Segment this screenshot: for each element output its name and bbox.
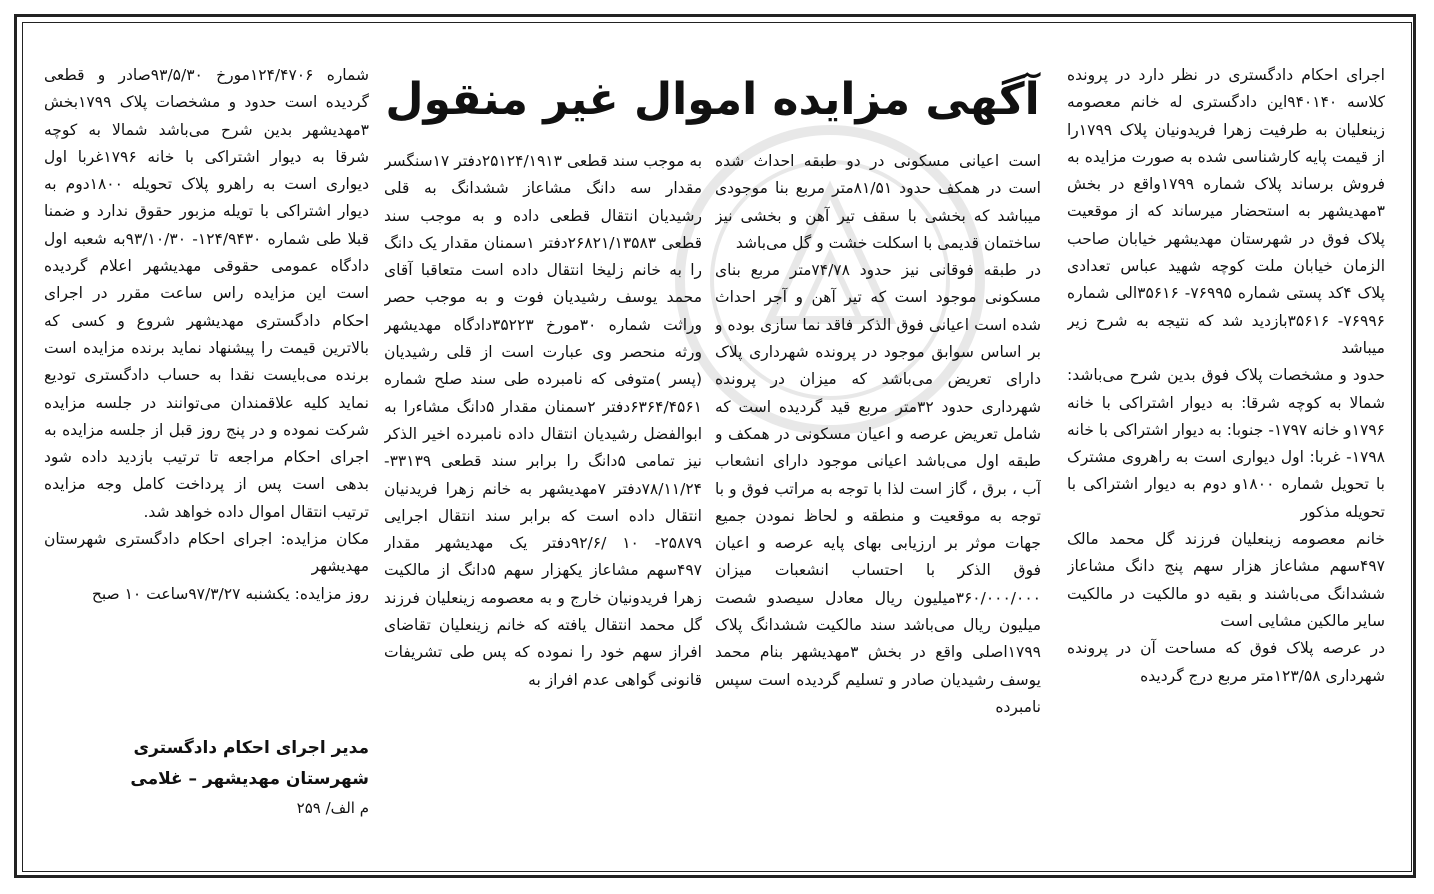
signature-title: مدیر اجرای احکام دادگستری <box>133 738 369 758</box>
paragraph: است اعیانی مسکونی در دو طبقه احداث شده است در همکف حدود ۸۱/۵۱متر مربع بنا موجودی میباشد که بخشی با سقف تیر آهن و بخشی نیز ساختمان قدیمی با اسکلت خشت و گل می‌باشد <box>715 152 1041 252</box>
paragraph: اجرای احکام دادگستری در نظر دارد در پرونده کلاسه ۹۴۰۱۴۰این دادگستری له خانم معصومه زینعلیان به طرفیت زهرا فریدونیان پلاک ۱۷۹۹را از قیمت پایه کارشناسی شده به صورت مزایده به فروش برساند پلاک شماره ۱۷۹۹واقع در بخش ۳مهدیشهر به استحضار میرساند که از موقعیت پلاک فوق در شهرستان مهدیشهر خیابان صاحب الزمان خیابان ملت کوچه شهید عباس تعدادی پلاک ۴کد پستی شماره ۷۶۹۹۵- ۳۵۶۱۶الی شماره ۷۶۹۹۶- ۳۵۶۱۶بازدید شد که نتیجه به شرح زیر میباشد <box>1067 66 1385 357</box>
auction-date: روز مزایده: یکشنبه ۹۷/۳/۲۷ساعت ۱۰ صبح <box>91 584 369 603</box>
notice-title: آگهی مزایده اموال غیر منقول <box>385 74 1040 125</box>
text-column-4 <box>44 62 369 752</box>
paragraph: به موجب سند قطعی ۲۵۱۲۴/۱۹۱۳دفتر ۱۷سنگسر مقدار سه دانگ مشاعاز ششدانگ به قلی رشیدیان انتقال قطعی داده و به موجب سند قطعی ۲۶۸۲۱/۱۳۵۸۳دفتر ۱سمنان مقدار یک دانگ را به خانم زلیخا انتقال داده است متعاقبا آقای محمد یوسف رشیدیان فوت و به موجب حصر وراثت شماره ۳۰مورخ ۳۵۲۲۳دادگاه مهدیشهر ورثه منحصر وی عبارت است از قلی رشیدیان (پسر )متوفی که نامبرده طی سند صلح شماره ۶۳۶۴/۴۵۶۱دفتر ۲سمنان مقدار ۵دانگ مشاءرا به ابوالفضل رشیدیان انتقال داده نامبرده اخیر الذکر نیز تمامی ۵دانگ را برابر سند قطعی ۳۳۱۳۹- ۷۸/۱۱/۲۴دفتر ۷مهدیشهر به خانم زهرا فریدنیان انتقال داده است که برابر سند انتقال اجرایی ۲۵۸۷۹- ۱۰ /۹۲/۶دفتر یک مهدیشهر مقدار ۴۹۷سهم مشاعاز یکهزار سهم ۵دانگ از مالکیت زهرا فریدونیان خارج و به معصومه زینعلیان فرزند گل محمد انتقال یافته که خانم زینعلیان تقاضای افراز سهم خود را نموده که پس طی تشریفات قانونی گواهی عدم افراز به <box>384 152 702 689</box>
text-column-1 <box>1067 62 1385 852</box>
paragraph: در عرصه پلاک فوق که مساحت آن در پرونده شهرداری ۱۲۳/۵۸متر مربع درج گردیده <box>1067 639 1385 685</box>
auction-location: مکان مزایده: اجرای احکام دادگستری شهرستان مهدیشهر <box>44 530 369 576</box>
reference-number: م الف/ ۲۵۹ <box>296 799 369 817</box>
text-column-2 <box>715 148 1041 868</box>
paragraph: خانم معصومه زینعلیان فرزند گل محمد مالک ۴۹۷سهم مشاعاز هزار سهم پنج دانگ مشاعاز ششدانگ می‌باشند و بقیه دو مالکیت در مالکیت سایر مالکین مشایی است <box>1067 530 1385 630</box>
text-column-3 <box>384 148 702 868</box>
paragraph: شماره ۱۲۴/۴۷۰۶مورخ ۹۳/۵/۳۰صادر و قطعی گردیده است حدود و مشخصات پلاک ۱۷۹۹بخش ۳مهدیشهر بدین شرح می‌باشد شمالا به کوچه شرقا به دیوار اشتراکی با خانه ۱۷۹۶غربا اول دیواری است به راهرو پلاک تحویله ۱۸۰۰دوم به دیوار اشتراکی با تویله مزبور حقوق ندارد و ضمنا قبلا طی شماره ۱۲۴/۹۴۳۰- ۹۳/۱۰/۳۰به شعبه اول دادگاه عمومی حقوقی مهدیشهر اعلام گردیده است این مزایده راس ساعت مقرر در اجرای احکام دادگستری مهدیشهر شروع و کسی که بالاترین قیمت را پیشنهاد نماید برنده مزایده است برنده می‌بایست نقدا به حساب دادگستری تودیع نماید کلیه علاقمندان می‌توانند در جلسه مزایده شرکت نموده و در پنج روز قبل از جلسه مزایده به اجرای احکام مراجعه تا ترتیب بازدید داده شود بدهی است پس از پرداخت کامل وجه مزایده ترتیب انتقال اموال داده خواهد شد. <box>44 66 369 521</box>
paragraph: حدود و مشخصات پلاک فوق بدین شرح می‌باشد: شمالا به کوچه شرقا: به دیوار اشتراکی با خانه ۱۷۹۶و خانه ۱۷۹۷- جنوبا: به دیوار اشتراکی با خانه ۱۷۹۸- غربا: اول دیواری است به راهروی مشترک با تحویل شماره ۱۸۰۰و دوم به دیوار اشتراکی با تحویله مذکور <box>1067 366 1385 521</box>
signature-name: شهرستان مهدیشهر – غلامی <box>130 769 369 789</box>
paragraph: در طبقه فوقانی نیز حدود ۷۴/۷۸متر مربع بنای مسکونی موجود است که تیر آهن و آجر احداث شده است اعیانی فوق الذکر فاقد نما سازی بوده و بر اساس سوابق موجود در پرونده شهرداری پلاک دارای تعریض می‌باشد که میزان در پرونده شهرداری حدود ۳۲متر مربع قید گردیده است که شامل تعریض عرصه و اعیان مسکونی در همکف و طبقه اول می‌باشد اعیانی موجود دارای انشعاب آب ، برق ، گاز است لذا با توجه به مراتب فوق و با توجه به موقعیت و منطقه و لحاظ نمودن جمیع جهات موثر بر ارزیابی بهای پایه عرصه و اعیان فوق الذکر با احتساب انشعبات میزان ۳۶۰/۰۰۰/۰۰۰میلیون ریال معادل سیصدو شصت میلیون ریال می‌باشد سند مالکیت ششدانگ پلاک ۱۷۹۹اصلی واقع در بخش ۳مهدیشهر بنام محمد یوسف رشیدیان صادر و تسلیم گردیده است سپس نامبرده <box>715 261 1041 716</box>
